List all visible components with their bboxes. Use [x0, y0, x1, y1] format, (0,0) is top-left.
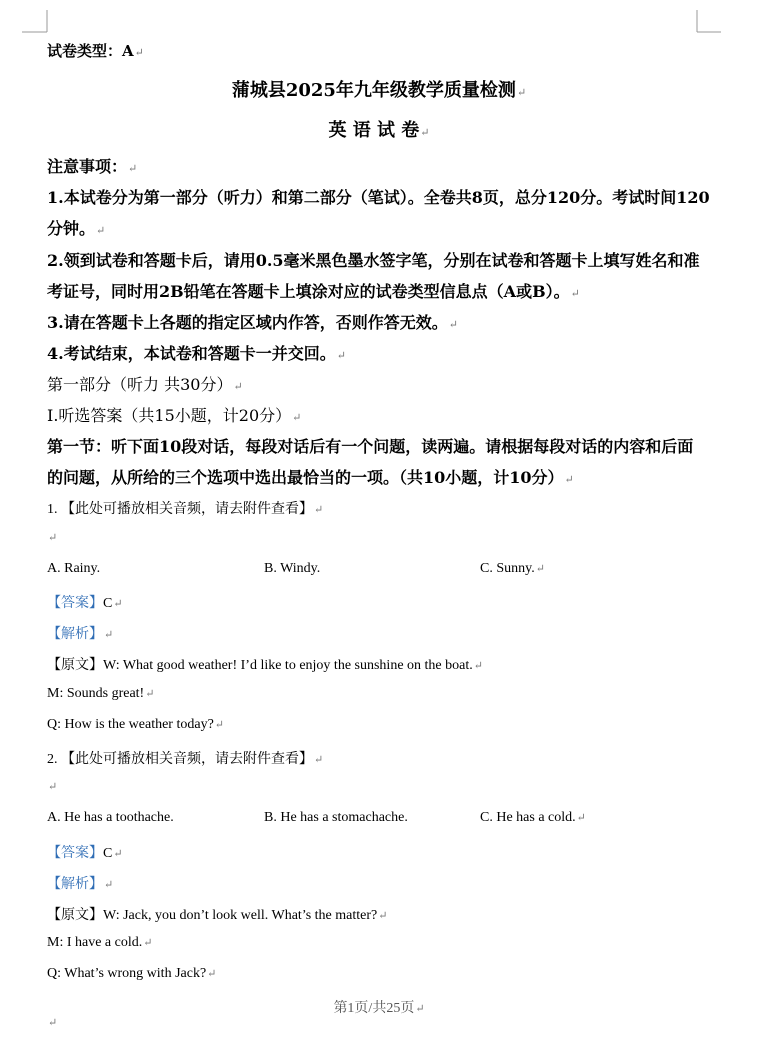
question-1-transcript-1: 【原文】W: What good weather! I’d like to enjoy the sunshine on the boat.↵ [47, 658, 483, 673]
exam-title: 蒲城县2025年九年级教学质量检测↵ [231, 80, 527, 101]
question-2-transcript-3: Q: What’s wrong with Jack?↵ [47, 966, 217, 981]
question-1-stem[interactable]: 1. 【此处可播放相关音频，请去附件查看】↵ [47, 502, 324, 517]
question-2-transcript-2: M: I have a cold.↵ [47, 935, 153, 950]
instruction-line-2: 的问题，从所给的三个选项中选出最恰当的一项。（共10小题，计10分）↵ [47, 468, 574, 487]
answer-label: 【答案】 [47, 596, 103, 611]
instruction-line-1: 第一节：听下面10段对话，每段对话后有一个问题，读两遍。请根据每段对话的内容和后面 [47, 437, 694, 456]
transcript-label: 【原文】 [47, 658, 103, 673]
notice-item-3: 3.请在答题卡上各题的指定区域内作答，否则作答无效。↵ [47, 313, 458, 332]
section-1-heading: Ⅰ.听选答案（共15小题，计20分）↵ [47, 406, 302, 425]
question-2-option-c: C. He has a cold.↵ [480, 810, 586, 825]
question-1-analysis: 【解析】↵ [47, 627, 114, 642]
notice-item-4: 4.考试结束，本试卷和答题卡一并交回。↵ [47, 344, 346, 363]
question-1-transcript-2: M: Sounds great!↵ [47, 686, 155, 701]
question-2-option-b: B. He has a stomachache. [264, 810, 408, 825]
empty-paragraph: ↵ [48, 781, 58, 793]
empty-paragraph: ↵ [48, 532, 58, 544]
notice-item-1-line-2: 分钟。↵ [47, 219, 106, 238]
notice-item-2-line-1: 2.领到试卷和答题卡后，请用0.5毫米黑色墨水签字笔，分别在试卷和答题卡上填写姓名和准 [47, 251, 700, 270]
question-2-analysis: 【解析】↵ [47, 877, 114, 892]
top-right-corner-mark [696, 10, 722, 36]
question-2-stem[interactable]: 2. 【此处可播放相关音频，请去附件查看】↵ [47, 752, 324, 767]
part-1-heading: 第一部分（听力 共30分）↵ [47, 375, 243, 394]
question-1-answer: 【答案】C↵ [47, 596, 123, 611]
question-2-answer: 【答案】C↵ [47, 846, 123, 861]
notice-item-1-line-1: 1.本试卷分为第一部分（听力）和第二部分（笔试）。全卷共8页，总分120分。考试时间120 [47, 188, 710, 207]
analysis-label: 【解析】 [47, 877, 103, 892]
exam-subtitle: 英 语 试 卷↵ [328, 120, 430, 141]
question-1-option-c: C. Sunny.↵ [480, 561, 545, 576]
empty-paragraph: ↵ [48, 1017, 58, 1029]
analysis-label: 【解析】 [47, 627, 103, 642]
answer-label: 【答案】 [47, 846, 103, 861]
question-1-transcript-3: Q: How is the weather today?↵ [47, 717, 225, 732]
question-1-option-b: B. Windy. [264, 561, 321, 576]
notice-heading: 注意事项：↵ [47, 157, 138, 176]
paper-type: 试卷类型：A↵ [47, 42, 144, 60]
transcript-label: 【原文】 [47, 908, 103, 923]
page-number: 第1页/共25页↵ [333, 1001, 425, 1016]
question-2-transcript-1: 【原文】W: Jack, you don’t look well. What’s the matter?↵ [47, 908, 388, 923]
question-2-option-a: A. He has a toothache. [47, 810, 174, 825]
question-1-option-a: A. Rainy. [47, 561, 101, 576]
top-left-corner-mark [22, 10, 48, 36]
notice-item-2-line-2: 考证号，同时用2B铅笔在答题卡上填涂对应的试卷类型信息点（A或B）。↵ [47, 282, 580, 301]
